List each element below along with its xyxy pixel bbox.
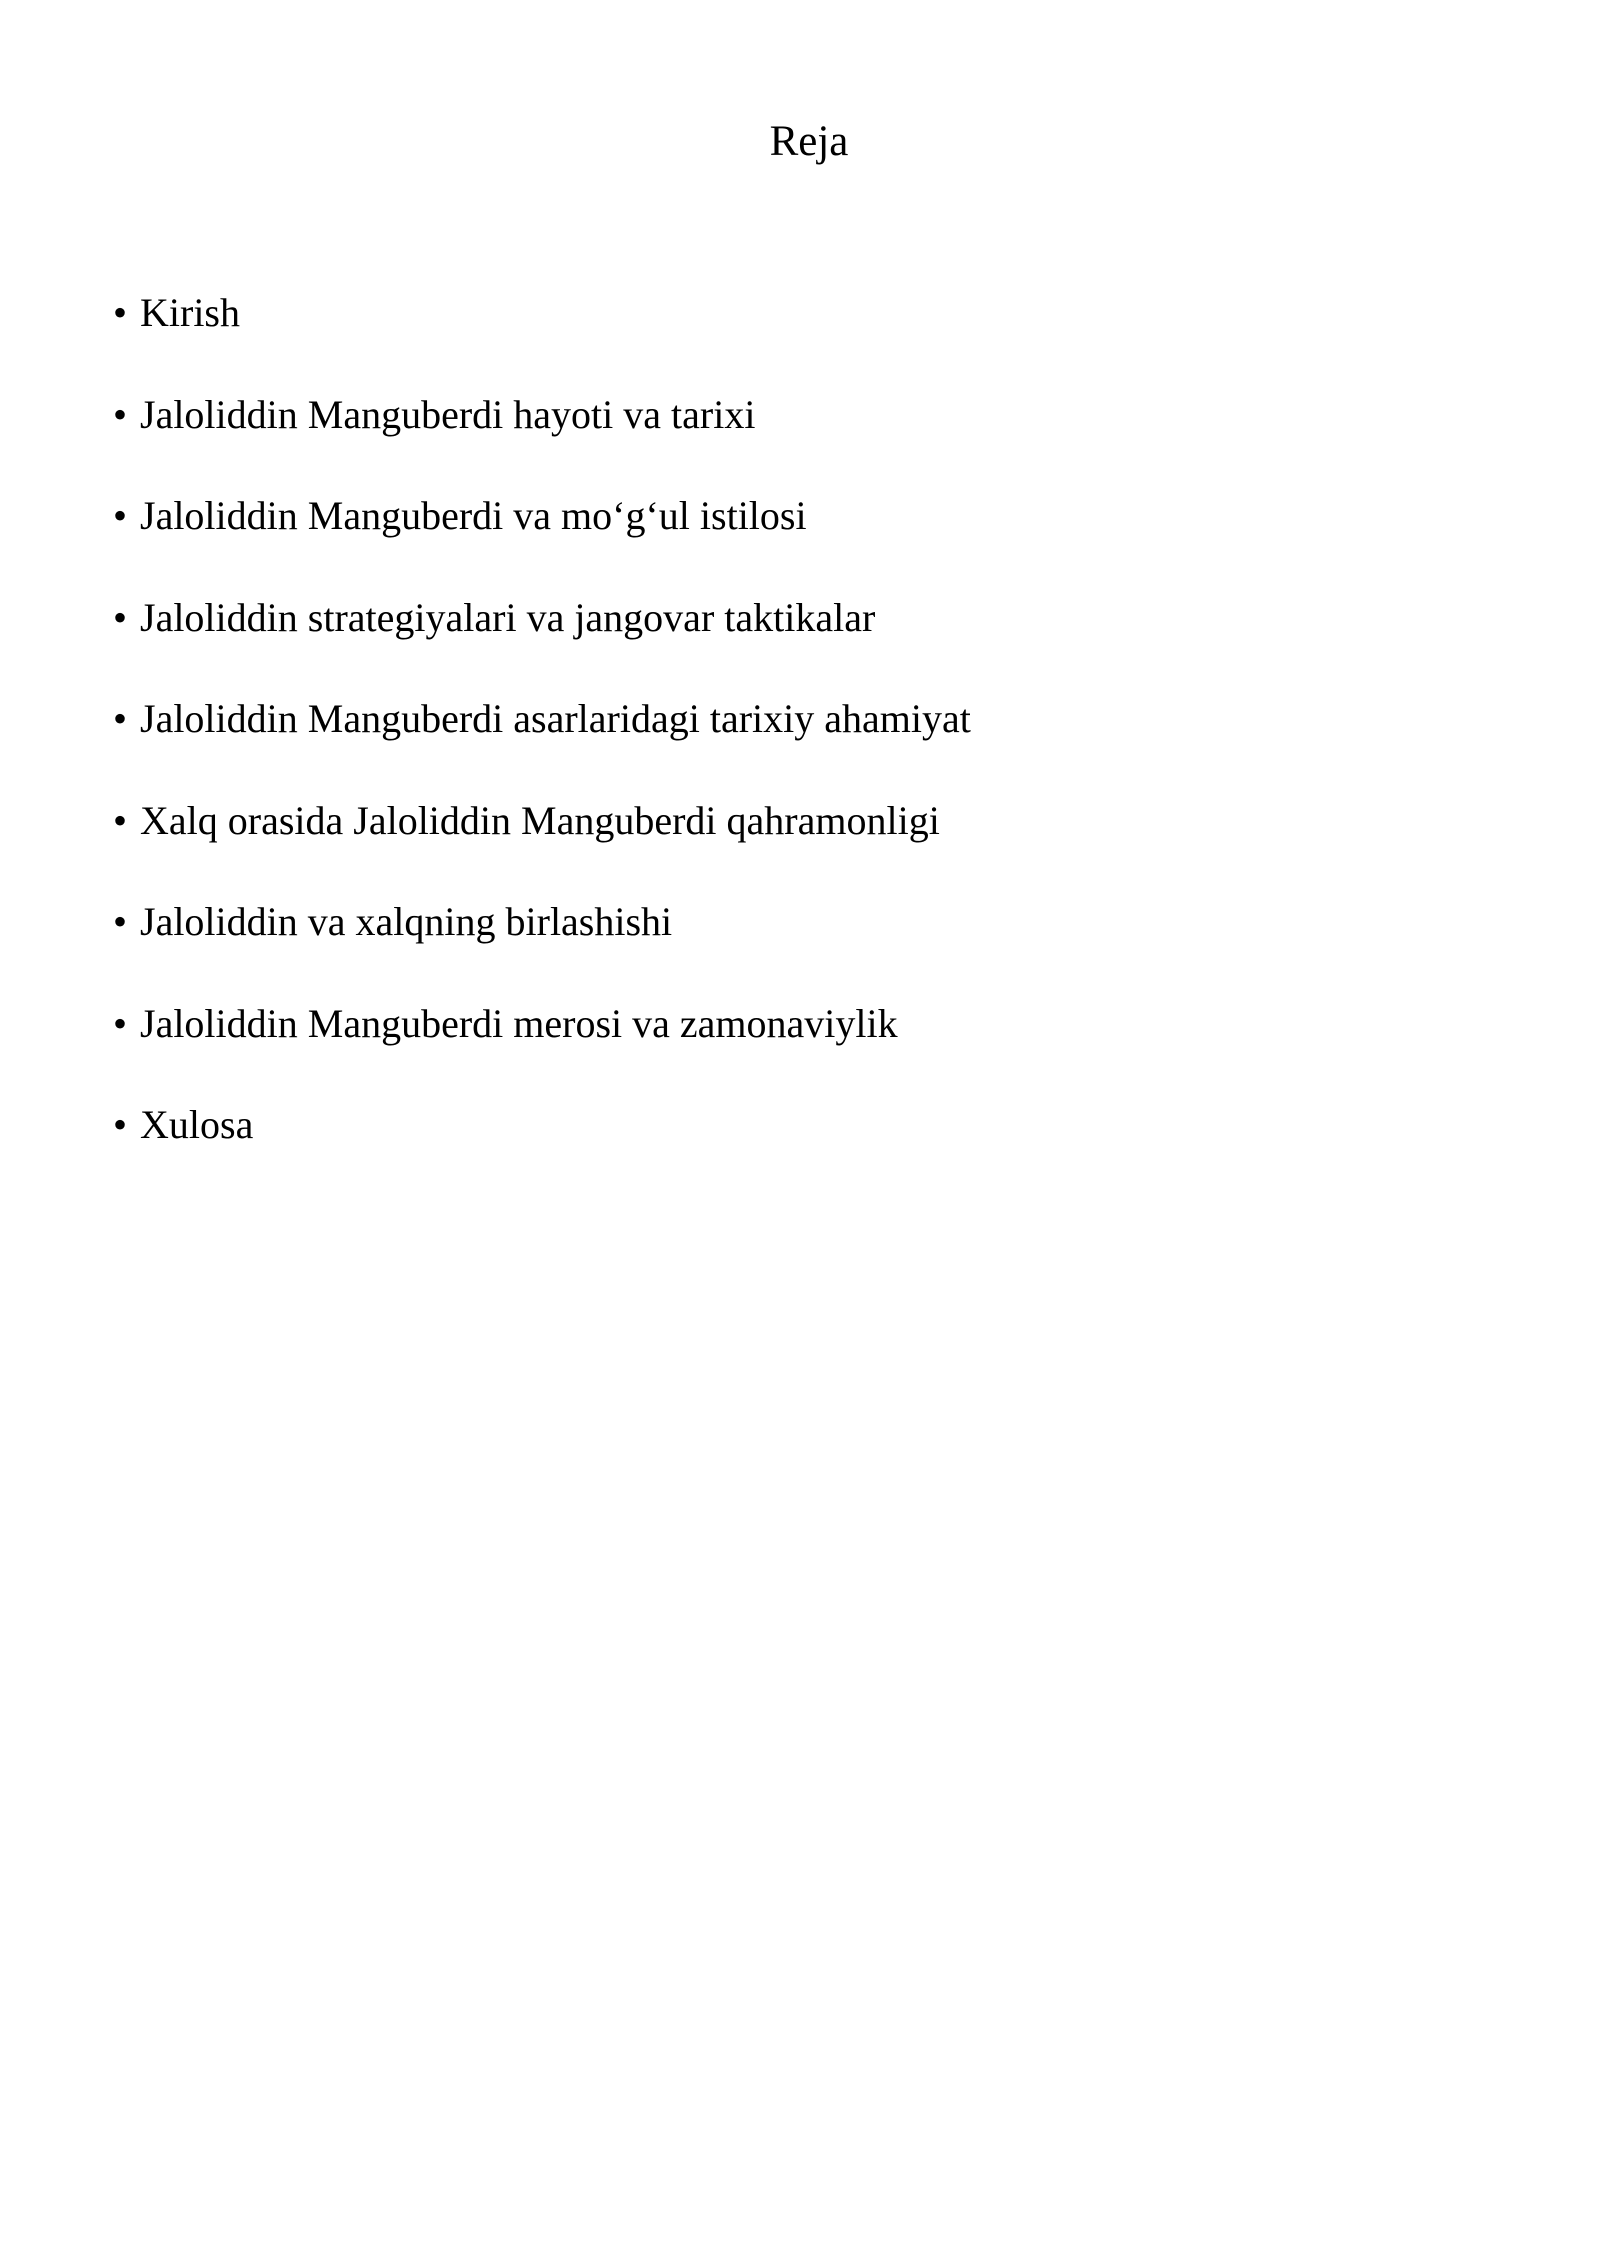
bullet-icon: • (113, 797, 128, 843)
plan-list (113, 285, 1493, 1199)
bullet-icon: • (113, 493, 128, 538)
list-item (113, 996, 1493, 1052)
bullet-icon: • (113, 391, 128, 437)
list-item-text: Jaloliddin Manguberdi asarlaridagi tarixiy ahamiyat (140, 696, 971, 741)
list-item-text: Jaloliddin strategiyalari va jangovar taktikalar (140, 594, 876, 640)
list-item-text: Jaloliddin Manguberdi merosi va zamonaviylik (140, 1000, 898, 1046)
list-item-text: Xulosa (140, 1102, 254, 1147)
list-item-text: Jaloliddin Manguberdi hayoti va tarixi (140, 391, 756, 437)
bullet-icon: • (113, 290, 128, 335)
list-item (113, 387, 1493, 443)
bullet-icon: • (113, 594, 128, 640)
list-item (113, 590, 1493, 646)
list-item (113, 285, 1493, 341)
list-item (113, 488, 1493, 544)
list-item (113, 691, 1493, 747)
bullet-icon: • (113, 696, 128, 741)
list-item (113, 1097, 1493, 1153)
list-item-text: Jaloliddin Manguberdi va mo‘g‘ul istilosi (140, 493, 807, 538)
page-title: Reja (769, 118, 849, 165)
list-item-text: Kirish (140, 290, 240, 335)
bullet-icon: • (113, 1000, 128, 1046)
bullet-icon: • (113, 899, 128, 944)
list-item-text: Xalq orasida Jaloliddin Manguberdi qahramonligi (140, 797, 940, 843)
list-item-text: Jaloliddin va xalqning birlashishi (140, 899, 673, 944)
list-item (113, 793, 1493, 849)
bullet-icon: • (113, 1102, 128, 1147)
list-item (113, 894, 1493, 950)
